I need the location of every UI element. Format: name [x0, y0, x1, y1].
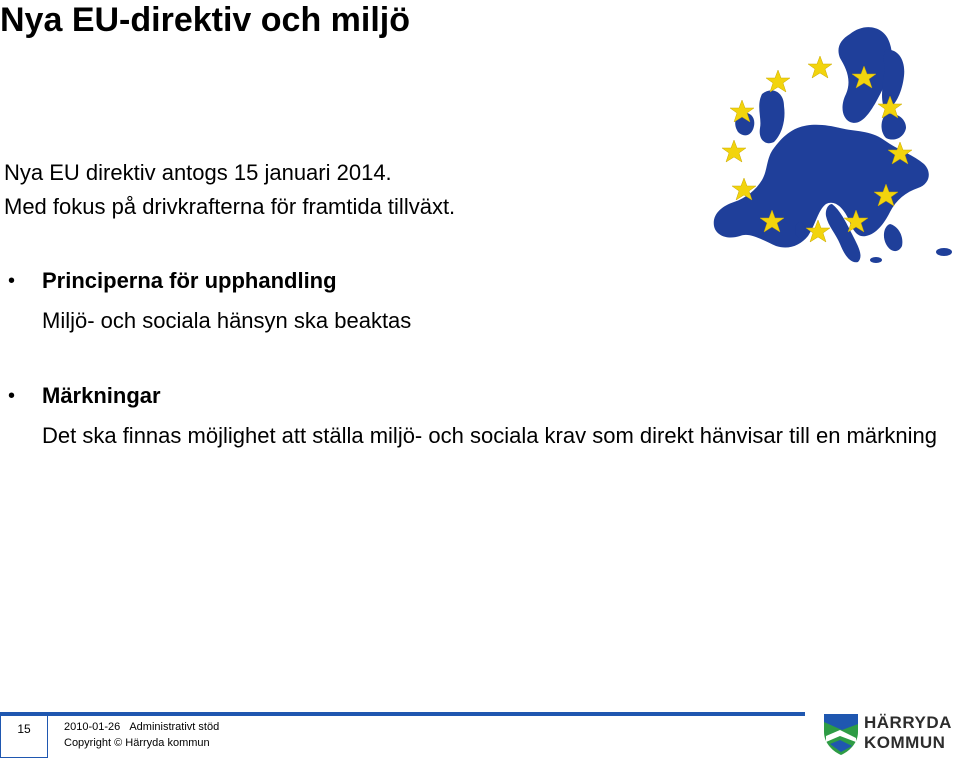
footer-copyright: Copyright © Härryda kommun	[64, 737, 210, 749]
bullet-heading: Märkningar	[42, 383, 161, 408]
footer-department: Administrativt stöd	[129, 721, 220, 733]
bullet-principles	[0, 266, 942, 337]
footer-divider	[0, 712, 805, 716]
bullet-text: Miljö- och sociala hänsyn ska beaktas	[42, 308, 412, 333]
intro-text	[4, 156, 455, 224]
logo-line-2: KOMMUN	[864, 733, 946, 752]
page-number: 15	[17, 722, 31, 736]
bullet-labels	[0, 381, 942, 452]
footer-date: 2010-01-26	[64, 721, 121, 733]
footer-meta	[64, 719, 219, 751]
slide-title: Nya EU-direktiv och miljö	[0, 1, 410, 39]
logo-line-1: HÄRRYDA	[864, 713, 952, 732]
harryda-kommun-logo	[822, 710, 958, 758]
harryda-emblem-icon	[822, 710, 860, 756]
intro-line: Nya EU direktiv antogs 15 januari 2014.	[4, 160, 392, 185]
bullet-heading: Principerna för upphandling	[42, 268, 337, 293]
bullet-dot: •	[8, 270, 16, 292]
bullet-dot: •	[8, 385, 16, 407]
intro-line: Med fokus på drivkrafterna för framtida tillväxt.	[4, 194, 456, 219]
bullet-text: Det ska finnas möjlighet att ställa miljö- och sociala krav som direkt hänvisar till en märkning	[42, 423, 938, 448]
eu-map-image	[700, 14, 958, 274]
